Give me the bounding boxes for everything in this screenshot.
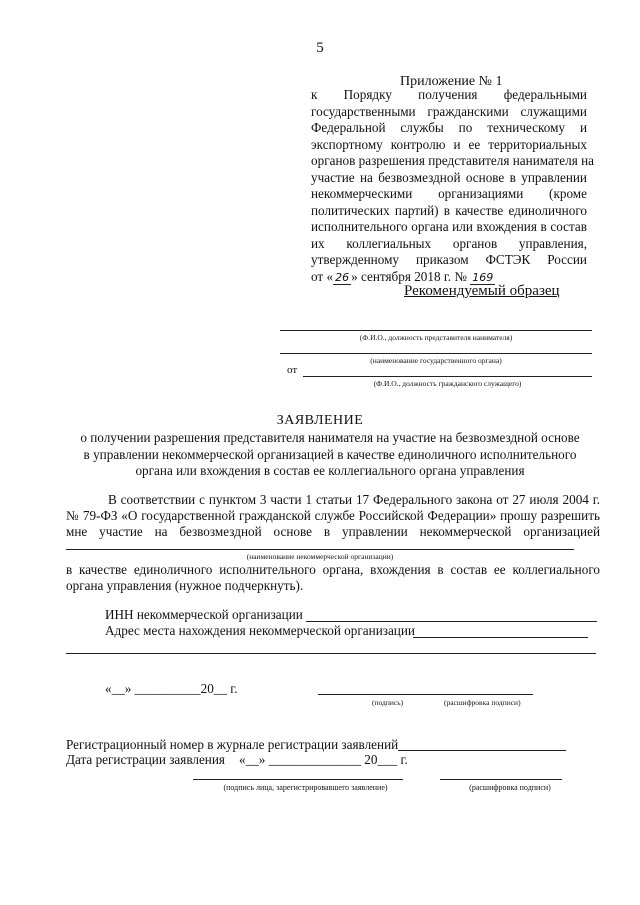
date-day: 26 [335, 270, 350, 284]
registration-number-label: Регистрационный номер в журнале регистрации заявлений [66, 737, 399, 752]
registration-number-line[interactable] [398, 750, 566, 751]
appendix-line: политических партий) в качестве единоличного [311, 202, 587, 218]
paragraph-line: В соответствии с пунктом 3 части 1 статьи 17 Федерального закона от 27 июля 2004 г. [108, 492, 600, 507]
from-label: от [287, 364, 298, 376]
appendix-line: утвержденному приказом ФСТЭК России [311, 252, 587, 267]
agency-name-line[interactable] [280, 353, 592, 354]
appendix-line: их коллегиальных органов управления, [311, 235, 587, 251]
document-heading: ЗАЯВЛЕНИЕ [276, 413, 364, 428]
employee-name-line[interactable] [303, 376, 592, 377]
appendix-body [311, 87, 594, 285]
caption-signature: (подпись) [372, 698, 404, 707]
registration-date-label: Дата регистрации заявления [66, 752, 225, 767]
inn-label: ИНН некоммерческой организации [105, 607, 303, 622]
caption-employee: (Ф.И.О., должность гражданского служащего) [373, 379, 522, 388]
caption-signature-decode: (расшифровка подписи) [444, 698, 521, 707]
registrar-decode-line[interactable] [440, 779, 562, 780]
manager-name-line[interactable] [280, 330, 592, 331]
caption-registrar-decode: (расшифровка подписи) [469, 783, 551, 792]
appendix-line: исполнительного органа или вхождения в состав [311, 219, 587, 234]
subheading-line: о получении разрешения представителя нанимателя на участие на безвозмездной основе [80, 430, 580, 445]
address-label: Адрес места нахождения некоммерческой организации [105, 623, 415, 638]
appendix-line: участие на безвозмездной основе в управлении [311, 169, 587, 185]
registrar-signature-line[interactable] [193, 779, 403, 780]
caption-organization: (наименование некоммерческой организации) [246, 552, 394, 561]
subheading-line: в управлении некоммерческой организацией в качестве единоличного исполнительного [83, 446, 577, 462]
appendix-line: государственными гражданскими служащими [311, 103, 587, 119]
registration-date-value: «__» ______________ 20___ г. [239, 752, 408, 767]
paragraph-line: в качестве единоличного исполнительного органа, вхождения в состав ее коллегиального [66, 562, 600, 577]
sample-label: Рекомендуемый образец [404, 283, 560, 299]
date-middle: » сентября 2018 г. № [351, 268, 467, 284]
caption-manager: (Ф.И.О., должность представителя нанимателя) [359, 333, 513, 342]
inn-input-line[interactable] [306, 621, 597, 622]
page-number: 5 [316, 40, 324, 56]
paragraph-line: № 79-ФЗ «О государственной гражданской службе Российской Федерации» прошу разрешить [66, 508, 600, 523]
address-extra-line[interactable] [66, 653, 596, 654]
appendix-line: к Порядку получения федеральными [311, 87, 587, 102]
organization-name-line[interactable] [66, 549, 574, 550]
paragraph-line: органа управления (нужное подчеркнуть). [66, 578, 304, 593]
appendix-line: экспортному контролю и ее территориальных [311, 136, 587, 152]
address-input-line[interactable] [413, 637, 588, 638]
appendix-line: органов разрешения представителя нанимателя на [311, 153, 594, 168]
caption-agency: (наименование государственного органа) [370, 356, 502, 365]
caption-registrar: (подпись лица, зарегистрировавшего заявление) [223, 783, 388, 792]
signature-line[interactable] [318, 694, 533, 695]
paragraph-line: мне участие на безвозмездной основе в управлении некоммерческой организацией [66, 524, 600, 539]
appendix-line: некоммерческими организациями (кроме [311, 186, 587, 201]
appendix-title: Приложение № 1 [400, 74, 503, 89]
appendix-line: Федеральной службы по техническому и [311, 120, 587, 135]
date-prefix: от « [311, 268, 334, 284]
subheading-line: органа или вхождения в состав ее коллегиального органа управления [135, 463, 525, 478]
document-subheading [60, 430, 600, 480]
order-number: 169 [472, 270, 494, 284]
signature-date: «__» __________20__ г. [105, 681, 238, 696]
